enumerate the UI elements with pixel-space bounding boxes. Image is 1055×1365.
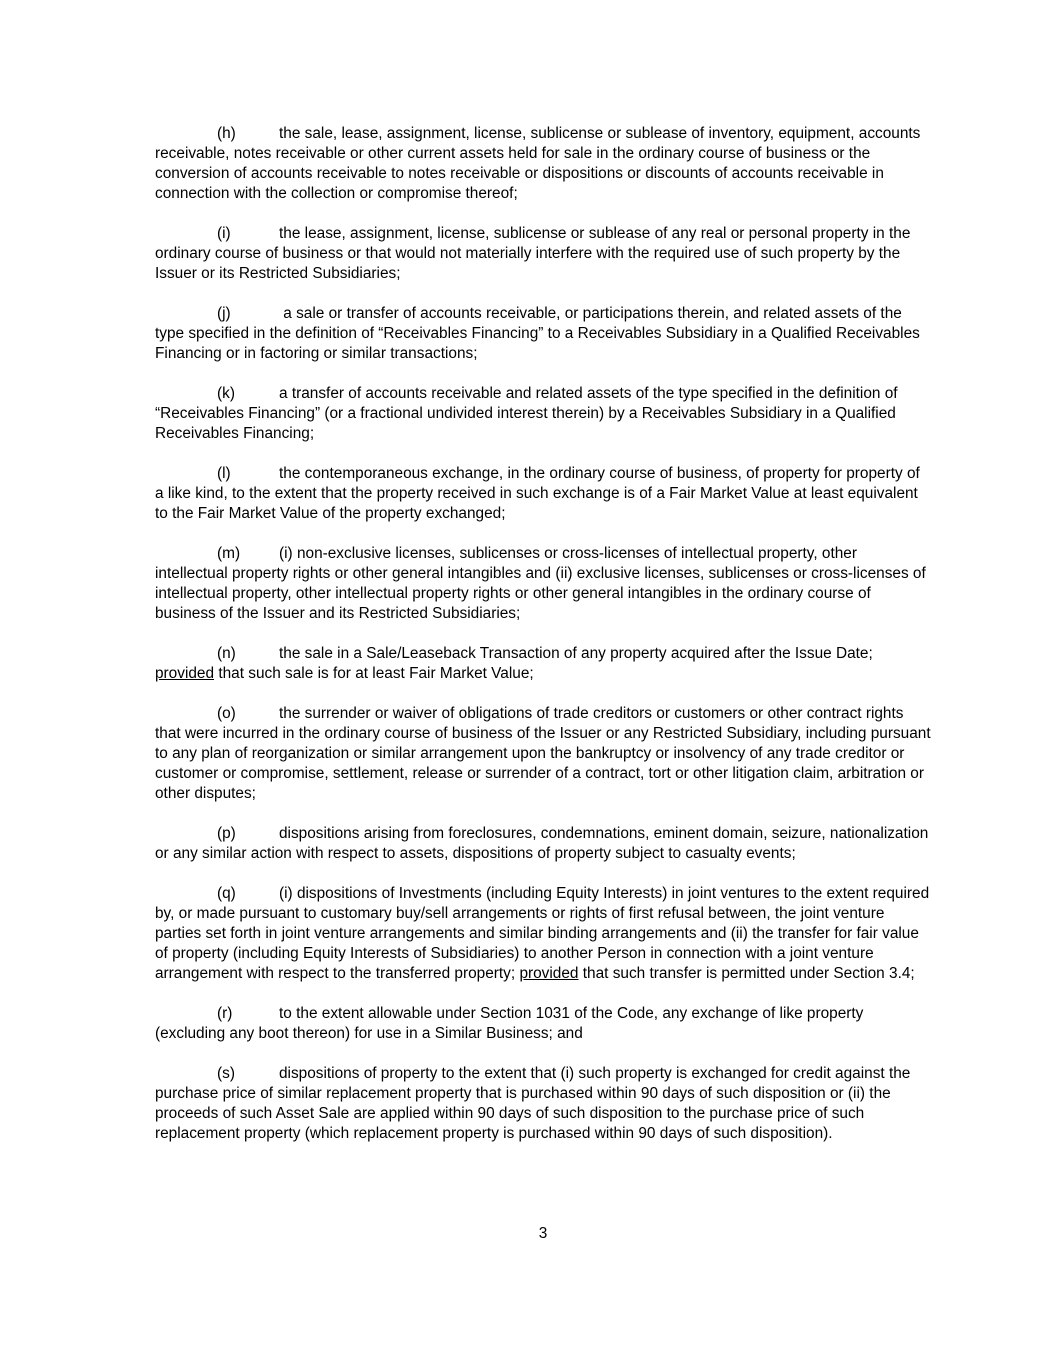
clause-j [155,304,931,364]
clause-text: to the extent allowable under Section 1031 of the Code, any exchange of like property (excluding any boot thereon) for use in a Similar Business; and [155,1005,864,1042]
clause-label: (m) [217,545,241,562]
clause-m [155,544,931,624]
provided-term: provided [519,965,579,982]
clause-r [155,1004,931,1044]
clause-label: (j) [217,305,231,322]
clause-text: the lease, assignment, license, sublicense or sublease of any real or personal property in the ordinary course of business or that would not materially interfere with the required use of such property by the Issuer or its Restricted Subsidiaries; [155,225,911,282]
clause-label: (i) [217,225,231,242]
clause-label: (o) [217,705,236,722]
clause-o [155,704,931,804]
clause-text: (i) dispositions of Investments (including Equity Interests) in joint ventures to the extent required by, or made pursuant to customary buy/sell arrangements or rights of first refusal between, the joint venture parties set forth in joint venture arrangements and similar binding arrangements and (ii) the transfer for fair value of property (including Equity Interests of Subsidiaries) to another Person in connection with a joint venture arrangement with respect to the transferred property; [155,885,930,982]
clause-k [155,384,931,444]
clause-tail: that such sale is for at least Fair Market Value; [214,665,534,682]
clause-label: (p) [217,825,236,842]
clause-s [155,1064,931,1144]
clause-label: (q) [217,885,236,902]
clause-label: (k) [217,385,235,402]
clause-label: (n) [217,645,236,662]
page-number: 3 [538,1225,548,1242]
clause-label: (r) [217,1005,233,1022]
clause-n [155,644,931,684]
clause-h [155,124,931,204]
clause-l [155,464,931,524]
clause-q [155,884,931,984]
clause-text: a sale or transfer of accounts receivable, or participations therein, and related assets of the type specified in the definition of “Receivables Financing” to a Receivables Subsidiary in a Qualified Receivables Financing or in factoring or similar transactions; [155,305,920,362]
clause-text: a transfer of accounts receivable and related assets of the type specified in the definition of “Receivables Financing” (or a fractional undivided interest therein) by a Receivables Subsidiary in a Qualified Receivables Financing; [155,385,898,442]
clause-text: dispositions of property to the extent that (i) such property is exchanged for credit against the purchase price of similar replacement property that is purchased within 90 days of such disposition or (ii) the proceeds of such Asset Sale are applied within 90 days of such disposition to the purchase price of such replacement property (which replacement property is purchased within 90 days of such disposition). [155,1065,911,1142]
clause-i [155,224,931,284]
clause-tail: that such transfer is permitted under Section 3.4; [578,965,915,982]
clause-text: the sale in a Sale/Leaseback Transaction of any property acquired after the Issue Date; [279,645,873,662]
clause-label: (l) [217,465,231,482]
clause-text: the sale, lease, assignment, license, sublicense or sublease of inventory, equipment, accounts receivable, notes receivable or other current assets held for sale in the ordinary course of business or the conversion of accounts receivable to notes receivable or dispositions or discounts of accounts receivable in connection with the collection or compromise thereof; [155,125,921,202]
provided-term: provided [155,665,215,682]
clause-text: (i) non-exclusive licenses, sublicenses or cross-licenses of intellectual property, other intellectual property rights or other general intangibles and (ii) exclusive licenses, sublicenses or cross-licenses of intellectual property, other intellectual property rights or other general intangibles in the ordinary course of business of the Issuer and its Restricted Subsidiaries; [155,545,926,622]
clause-label: (s) [217,1065,235,1082]
clause-p [155,824,931,864]
clause-text: the contemporaneous exchange, in the ordinary course of business, of property for property of a like kind, to the extent that the property received in such exchange is of a Fair Market Value at least equivalent to the Fair Market Value of the property exchanged; [155,465,920,522]
clause-label: (h) [217,125,236,142]
document-body [155,124,931,1164]
clause-text: dispositions arising from foreclosures, condemnations, eminent domain, seizure, nationalization or any similar action with respect to assets, dispositions of property subject to casualty events; [155,825,929,862]
clause-text: the surrender or waiver of obligations of trade creditors or customers or other contract rights that were incurred in the ordinary course of business of the Issuer or any Restricted Subsidiary, including pursuant to any plan of reorganization or similar arrangement upon the bankruptcy or insolvency of any trade creditor or customer or compromise, settlement, release or surrender of a contract, tort or other litigation claim, arbitration or other disputes; [155,705,931,802]
